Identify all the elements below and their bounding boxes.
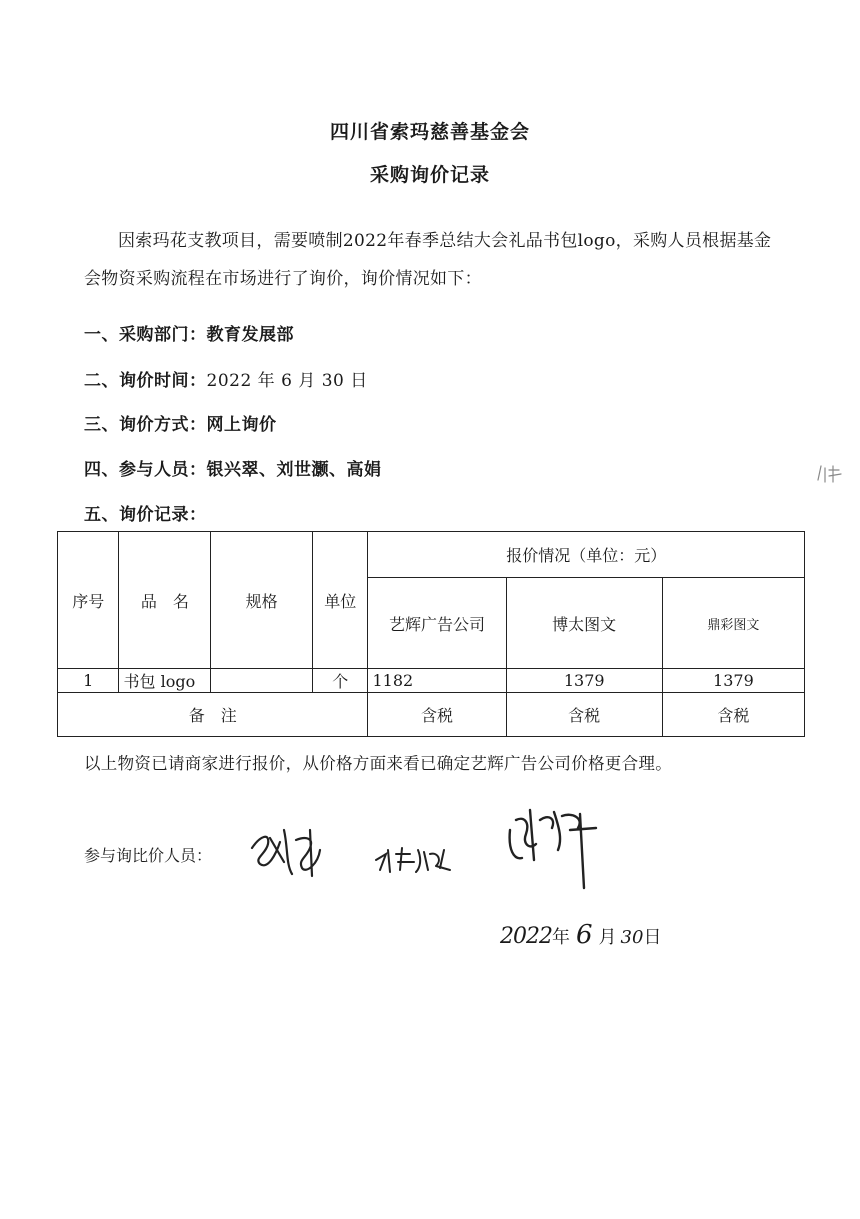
header-name: 品 名 — [119, 532, 211, 669]
header-num: 序号 — [58, 532, 119, 669]
note-2: 含税 — [506, 693, 662, 737]
header-supplier-1: 艺辉广告公司 — [368, 578, 506, 669]
note-label: 备 注 — [58, 693, 368, 737]
cell-price-3: 1379 — [662, 669, 804, 693]
signature-label: 参与询比价人员： — [84, 846, 213, 865]
date-month: 6 — [576, 920, 593, 950]
item-inquiry-method — [84, 410, 277, 435]
item-value: 2022 年 6 月 30 日 — [206, 371, 368, 391]
header-supplier-2: 博太图文 — [506, 578, 662, 669]
date-day-suffix: 日 — [643, 927, 662, 948]
note-3: 含税 — [662, 693, 804, 737]
signature-liu-shihao — [370, 840, 460, 880]
cell-num: 1 — [58, 669, 119, 693]
intro-paragraph: 因索玛花支教项目，需要喷制2022年春季总结大会礼品书包logo，采购人员根据基金会物资采购流程在市场进行了询价，询价情况如下： — [84, 231, 772, 289]
item-records — [84, 500, 207, 525]
cell-price-2: 1379 — [506, 669, 662, 693]
margin-scribble — [815, 462, 845, 486]
item-label: 四、参与人员： — [84, 460, 207, 480]
date-year: 2022 — [500, 924, 552, 949]
item-value: 网上询价 — [206, 415, 277, 435]
cell-price-1: 1182 — [368, 669, 506, 693]
cell-unit: 个 — [313, 669, 368, 693]
item-value: 教育发展部 — [206, 325, 294, 345]
header-price-group: 报价情况（单位：元） — [368, 532, 805, 578]
date-year-suffix: 年 — [552, 927, 570, 948]
item-value: 银兴翠、刘世灏、高娟 — [206, 460, 382, 480]
signature-yin-xingcui — [500, 800, 610, 890]
header-unit: 单位 — [313, 532, 368, 669]
date-day: 30 — [620, 927, 644, 948]
signature-gao-juan — [240, 818, 330, 880]
handwritten-date — [500, 920, 661, 960]
item-participants — [84, 455, 382, 480]
date-month-suffix: 月 — [598, 927, 617, 948]
organization-title: 四川省索玛慈善基金会 — [329, 121, 530, 143]
item-department — [84, 320, 294, 345]
conclusion-text: 以上物资已请商家进行报价，从价格方面来看已确定艺辉广告公司价格更合理。 — [84, 754, 672, 773]
cell-name: 书包 logo — [119, 669, 211, 693]
item-inquiry-time — [84, 366, 368, 391]
inquiry-table — [57, 531, 805, 737]
document-title: 采购询价记录 — [369, 164, 490, 186]
table-row — [58, 669, 805, 693]
note-1: 含税 — [368, 693, 506, 737]
header-supplier-3: 鼎彩图文 — [662, 578, 804, 669]
item-label: 二、询价时间： — [84, 371, 207, 391]
item-label: 五、询价记录： — [84, 505, 207, 525]
item-label: 三、询价方式： — [84, 415, 207, 435]
header-spec: 规格 — [211, 532, 313, 669]
cell-spec — [211, 669, 313, 693]
item-label: 一、采购部门： — [84, 325, 207, 345]
note-row — [58, 693, 805, 737]
